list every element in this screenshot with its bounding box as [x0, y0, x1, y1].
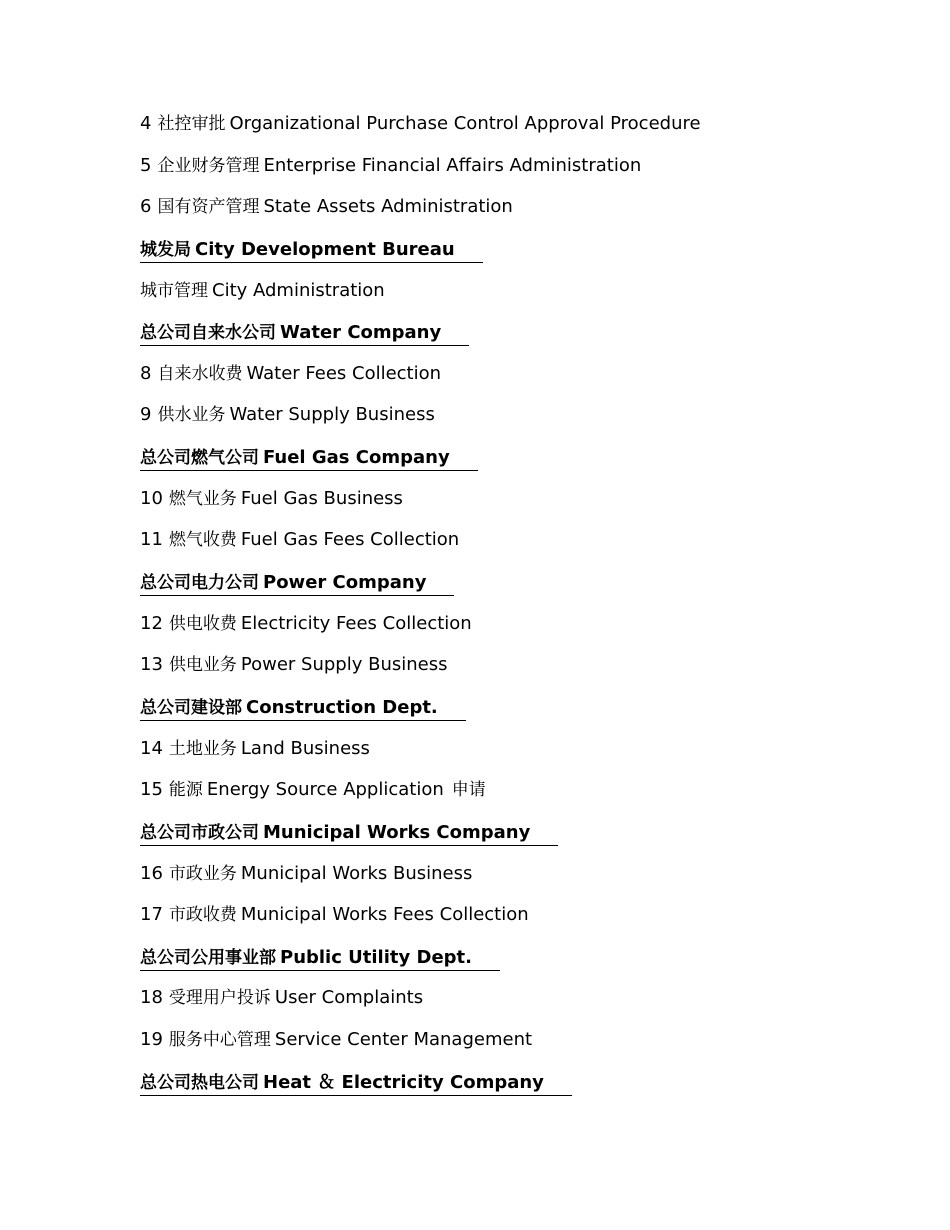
- heading-chinese: 总公司市政公司: [140, 822, 259, 843]
- section-heading-line: [140, 315, 920, 357]
- item-number: 5: [140, 154, 152, 176]
- item-number: 18: [140, 987, 163, 1009]
- list-item: [140, 857, 920, 899]
- item-english: Water Supply Business: [229, 404, 435, 426]
- item-english: Power Supply Business: [240, 654, 448, 676]
- heading-chinese: 总公司燃气公司: [140, 448, 259, 469]
- list-item: [140, 732, 920, 774]
- list-item: [140, 607, 920, 649]
- list-item: [140, 523, 920, 565]
- item-number: 14: [140, 737, 163, 759]
- heading-chinese: 城发局: [140, 239, 191, 260]
- heading-chinese: 总公司自来水公司: [140, 323, 276, 344]
- item-english: Energy Source Application: [206, 779, 444, 801]
- item-english: Municipal Works Business: [240, 862, 473, 884]
- heading-chinese: 总公司建设部: [140, 697, 242, 718]
- item-english: Fuel Gas Fees Collection: [240, 529, 460, 551]
- section-heading: [140, 696, 466, 721]
- item-chinese: 燃气业务: [168, 488, 237, 509]
- section-heading: [140, 821, 558, 846]
- heading-english: Heat ＆ Electricity Company: [263, 1071, 544, 1093]
- section-heading-line: [140, 1065, 920, 1107]
- item-english: Fuel Gas Business: [240, 487, 403, 509]
- item-chinese: 供电收费: [168, 613, 237, 634]
- heading-chinese: 总公司热电公司: [140, 1072, 259, 1093]
- item-chinese: 供电业务: [168, 655, 237, 676]
- heading-english: Municipal Works Company: [263, 821, 531, 843]
- section-heading-line: [140, 232, 920, 274]
- item-number: 15: [140, 779, 163, 801]
- item-number: 10: [140, 487, 163, 509]
- list-item: [140, 482, 920, 524]
- heading-english: Construction Dept.: [246, 696, 438, 718]
- item-chinese: 企业财务管理: [157, 155, 260, 176]
- heading-chinese: 总公司电力公司: [140, 573, 259, 594]
- section-heading: [140, 571, 454, 596]
- heading-english: Public Utility Dept.: [280, 946, 472, 968]
- item-number: 4: [140, 113, 152, 134]
- item-chinese: 燃气收费: [168, 530, 237, 551]
- item-chinese: 城市管理: [140, 280, 208, 301]
- list-item: [140, 149, 920, 191]
- list-item: [140, 398, 920, 440]
- item-chinese: 社控审批: [157, 114, 226, 134]
- document-body: [140, 107, 920, 1106]
- item-english: Service Center Management: [274, 1029, 533, 1051]
- item-number: 19: [140, 1029, 163, 1051]
- item-english: State Assets Administration: [263, 196, 513, 218]
- list-item: [140, 898, 920, 940]
- item-number: 12: [140, 612, 163, 634]
- heading-chinese: 总公司公用事业部: [140, 947, 276, 968]
- section-heading-line: [140, 940, 920, 982]
- item-chinese: 土地业务: [168, 738, 237, 759]
- section-heading-line: [140, 565, 920, 607]
- section-heading: [140, 946, 500, 971]
- section-heading-line: [140, 690, 920, 732]
- item-english: Municipal Works Fees Collection: [240, 904, 529, 926]
- list-item: [140, 981, 920, 1023]
- item-english: Land Business: [240, 737, 370, 759]
- item-chinese: 市政业务: [168, 863, 237, 884]
- item-number: 17: [140, 904, 163, 926]
- item-chinese: 供水业务: [157, 405, 226, 426]
- heading-english: Power Company: [263, 572, 427, 594]
- section-heading: [140, 1071, 572, 1096]
- list-item: [140, 648, 920, 690]
- list-item: [140, 107, 920, 149]
- heading-english: Water Company: [280, 322, 442, 344]
- item-chinese: 国有资产管理: [157, 197, 260, 218]
- item-number: 16: [140, 862, 163, 884]
- list-item: [140, 190, 920, 232]
- item-number: 6: [140, 196, 152, 218]
- item-english: Organizational Purchase Control Approval Procedure: [229, 113, 701, 134]
- item-chinese: 自来水收费: [157, 363, 243, 384]
- item-number: 8: [140, 362, 152, 384]
- item-number: 9: [140, 404, 152, 426]
- item-number: 11: [140, 529, 163, 551]
- item-suffix: 申请: [451, 780, 486, 801]
- item-english: City Administration: [212, 279, 385, 301]
- item-english: Water Fees Collection: [246, 362, 442, 384]
- item-chinese: 市政收费: [168, 905, 237, 926]
- list-item: [140, 773, 920, 815]
- section-heading-line: [140, 815, 920, 857]
- heading-english: City Development Bureau: [195, 238, 455, 260]
- item-number: 13: [140, 654, 163, 676]
- list-item: [140, 357, 920, 399]
- item-english: Electricity Fees Collection: [240, 612, 472, 634]
- item-english: Enterprise Financial Affairs Administration: [263, 154, 642, 176]
- section-heading: [140, 321, 469, 346]
- item-chinese: 服务中心管理: [168, 1030, 271, 1051]
- heading-english: Fuel Gas Company: [263, 447, 450, 469]
- item-chinese: 能源: [168, 780, 203, 801]
- list-item: [140, 274, 920, 316]
- section-heading-line: [140, 440, 920, 482]
- item-english: User Complaints: [274, 987, 424, 1009]
- section-heading: [140, 446, 478, 471]
- section-heading: [140, 238, 483, 263]
- list-item: [140, 1023, 920, 1065]
- item-chinese: 受理用户投诉: [168, 988, 271, 1009]
